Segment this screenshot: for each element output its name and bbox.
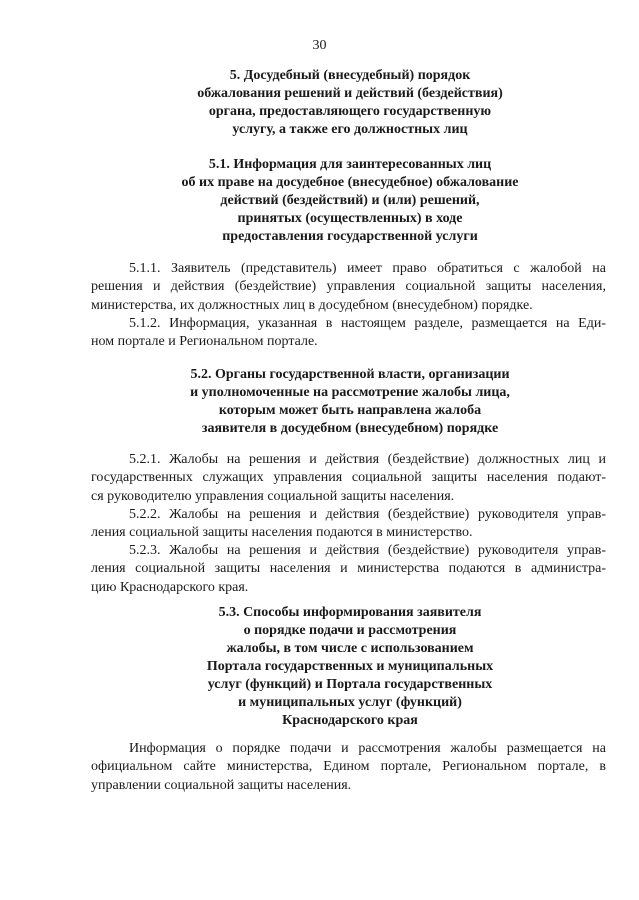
section-5-1-title-line: принятых (осуществленных) в ходе (237, 211, 463, 226)
paragraph-line: официальном сайте министерства, Едином портале, Региональном портале, в (91, 759, 606, 775)
paragraph-line: 5.2.1. Жалобы на решения и действия (бездействие) должностных лиц и (129, 452, 606, 467)
section-5-1-title-line: об их праве на досудебное (внесудебное) обжалование (181, 175, 519, 190)
section-5-1-title-line: 5.1. Информация для заинтересованных лиц (208, 157, 492, 172)
section-5-2-title-line: 5.2. Органы государственной власти, организации (190, 367, 510, 382)
paragraph-line: 5.1.2. Информация, указанная в настоящем разделе, размещается на Еди- (129, 316, 606, 331)
paragraph-line: 5.2.3. Жалобы на решения и действия (бездействие) руководителя управ- (129, 543, 606, 558)
paragraph-5-2-1 (91, 451, 606, 506)
section-5-title-line: 5. Досудебный (внесудебный) порядок (229, 68, 471, 83)
paragraph-5-2-2 (91, 506, 606, 543)
section-5-1-title-line: предоставления государственной услуги (222, 229, 478, 244)
section-5-title (80, 67, 620, 139)
paragraph-5-1-2 (91, 315, 606, 352)
paragraph-line: управлении социальной защиты населения. (91, 777, 352, 793)
paragraph-line: ления социальной защиты населения и министерства подаются в администра- (91, 561, 606, 577)
paragraph-line: 5.1.1. Заявитель (представитель) имеет право обратиться с жалобой на (129, 261, 606, 276)
section-5-2-title-line: заявителя в досудебном (внесудебном) порядке (201, 421, 499, 436)
section-5-1-title (80, 156, 620, 246)
paragraph-line: ся руководителю управления социальной защиты населения. (91, 488, 455, 504)
section-5-3-title (80, 604, 620, 730)
section-5-3-title-line: услуг (функций) и Портала государственных (207, 677, 493, 692)
paragraph-line: ления социальной защиты населения подаются в министерство. (91, 525, 473, 541)
section-5-3-title-line: о порядке подачи и рассмотрения (243, 623, 457, 638)
section-5-1-title-line: действий (бездействий) и (или) решений, (220, 193, 480, 208)
section-5-2-title-line: и уполномоченные на рассмотрение жалобы лица, (190, 385, 510, 400)
section-5-3-title-line: жалобы, в том числе с использованием (226, 641, 474, 656)
section-5-title-line: услугу, а также его должностных лиц (232, 122, 468, 137)
paragraph-5-2-3 (91, 542, 606, 597)
paragraph-5-1-1 (91, 260, 606, 315)
section-5-2-title-line: которым может быть направлена жалоба (218, 403, 482, 418)
paragraph-line: министерства, их должностных лиц в досудебном (внесудебном) порядке. (91, 297, 533, 313)
section-5-3-title-line: и муниципальных услуг (функций) (238, 695, 462, 710)
page-number: 30 (312, 38, 327, 53)
section-5-3-title-line: 5.3. Способы информирования заявителя (218, 605, 482, 620)
paragraph-line: ном портале и Региональном портале. (91, 334, 318, 350)
section-5-2-title (80, 366, 620, 438)
section-5-title-line: обжалования решений и действий (бездействия) (197, 86, 503, 101)
section-5-title-line: органа, предоставляющего государственную (208, 104, 492, 119)
paragraph-5-3-1 (91, 740, 606, 795)
paragraph-line: цию Краснодарского края. (91, 579, 249, 595)
section-5-3-title-line: Портала государственных и муниципальных (206, 659, 494, 674)
paragraph-line: решения и действия (бездействие) управления социальной защиты населения, (91, 279, 606, 295)
paragraph-line: Информация о порядке подачи и рассмотрения жалобы размещается на (129, 741, 606, 756)
section-5-3-title-line: Краснодарского края (282, 713, 418, 728)
paragraph-line: государственных служащих управления социальной защиты населения подают- (91, 470, 606, 486)
paragraph-line: 5.2.2. Жалобы на решения и действия (бездействие) руководителя управ- (129, 507, 606, 522)
